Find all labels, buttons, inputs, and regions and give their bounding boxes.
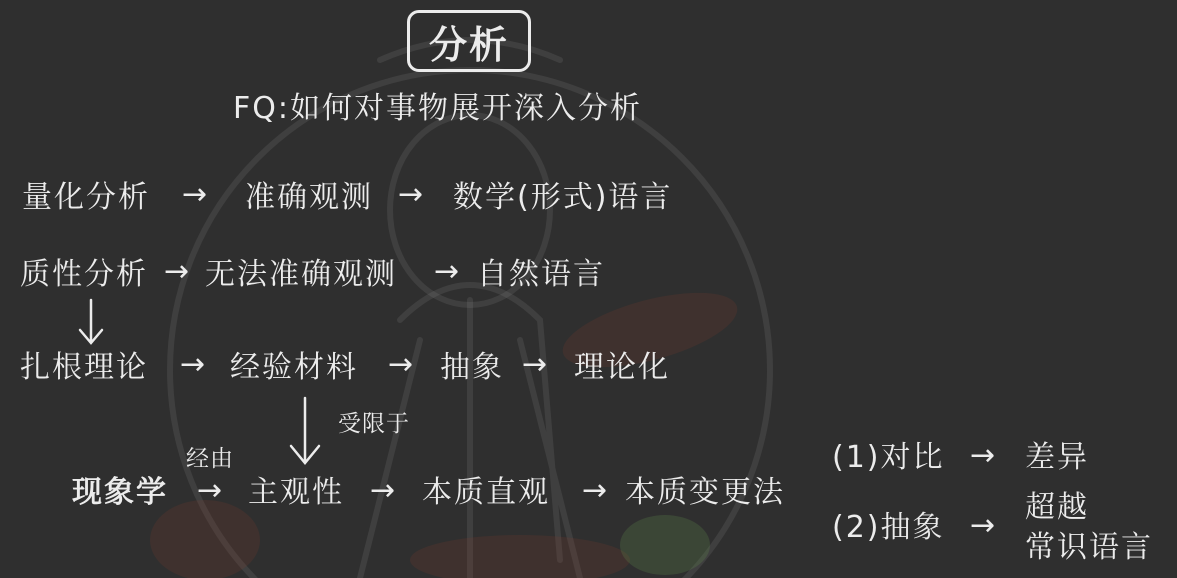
arrow-right: → bbox=[182, 177, 210, 212]
quantitative-step1: 准确观测 bbox=[245, 180, 373, 215]
grounded-theory-step2: 抽象 bbox=[440, 350, 504, 385]
title-box bbox=[407, 10, 531, 72]
variation-item2-result-line1: 超越 bbox=[1025, 490, 1089, 525]
grounded-theory-method: 扎根理论 bbox=[20, 350, 148, 385]
phenomenology-method: 现象学 bbox=[72, 475, 168, 510]
arrow-down-icon bbox=[285, 396, 325, 468]
phenomenology-step3: 本质变更法 bbox=[625, 475, 785, 510]
title-text: 分析 bbox=[428, 22, 509, 67]
limited-by-label: 受限于 bbox=[338, 411, 410, 437]
variation-item1-label: (1)对比 bbox=[832, 440, 945, 475]
arrow-right: → bbox=[164, 254, 192, 289]
arrow-down-icon bbox=[76, 298, 106, 348]
grounded-theory-step1: 经验材料 bbox=[230, 350, 358, 385]
arrow-right: → bbox=[370, 473, 398, 508]
quantitative-method: 量化分析 bbox=[22, 180, 150, 215]
grounded-theory-step3: 理论化 bbox=[574, 350, 670, 385]
qualitative-step2: 自然语言 bbox=[477, 257, 605, 292]
arrow-right: → bbox=[970, 508, 998, 543]
arrow-right: → bbox=[180, 347, 208, 382]
quantitative-step2: 数学(形式)语言 bbox=[453, 180, 673, 215]
qualitative-step1: 无法准确观测 bbox=[205, 257, 397, 292]
arrow-right: → bbox=[582, 473, 610, 508]
qualitative-method: 质性分析 bbox=[20, 257, 148, 292]
variation-item2-result-line2: 常识语言 bbox=[1025, 530, 1153, 565]
phenomenology-step2: 本质直观 bbox=[422, 475, 550, 510]
arrow-right: → bbox=[970, 438, 998, 473]
variation-item2-label: (2)抽象 bbox=[832, 510, 945, 545]
arrow-right: → bbox=[522, 347, 550, 382]
via-label: 经由 bbox=[186, 446, 234, 472]
variation-item1-result: 差异 bbox=[1025, 440, 1089, 475]
arrow-right: → bbox=[434, 254, 462, 289]
focus-question: FQ:如何对事物展开深入分析 bbox=[233, 91, 642, 126]
arrow-right: → bbox=[197, 473, 225, 508]
arrow-right: → bbox=[388, 347, 416, 382]
arrow-right: → bbox=[398, 177, 426, 212]
phenomenology-step1: 主观性 bbox=[248, 475, 344, 510]
